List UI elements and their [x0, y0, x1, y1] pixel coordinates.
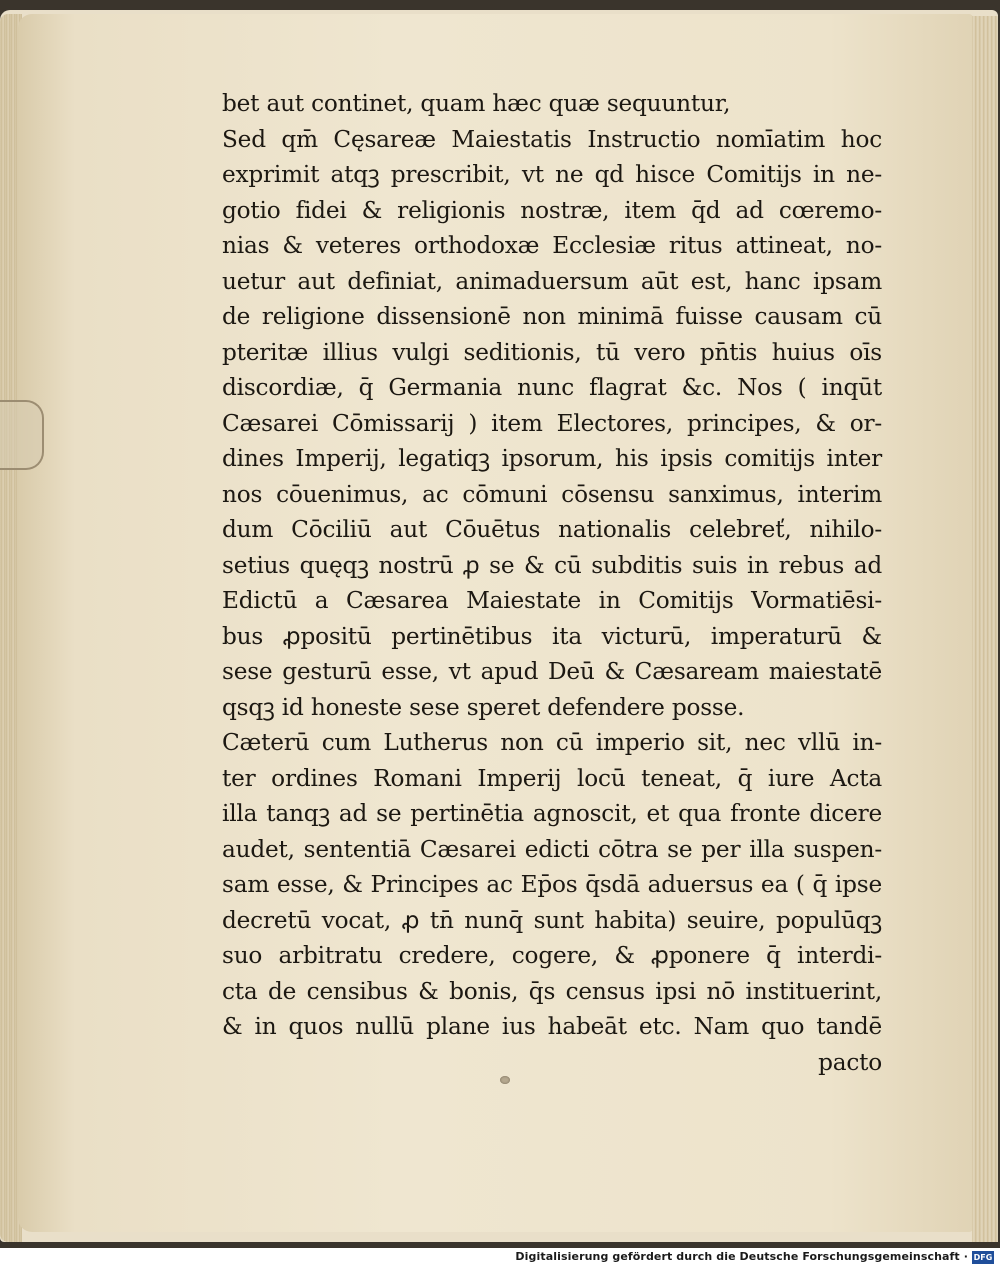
text-line: gotio fidei & religionis nostræ, item q̄d ad cœremo-: [222, 196, 882, 224]
text-line: Edictū a Cæsarea Maiestate in Comitijs Vormatiēsi-: [222, 587, 882, 614]
footer-bar: [0, 1248, 1000, 1268]
printed-text: [222, 86, 882, 1080]
page-clip: [0, 400, 44, 470]
text-line: nias & veteres orthodoxæ Ecclesiæ ritus attineat, no-: [222, 232, 882, 259]
text-line: setius quęqꝫ nostrū ꝓ se & cū subditis suis in rebus ad: [222, 551, 882, 579]
text-line: exprimit atqꝫ prescribit, vt ne qd hisce Comitijs in ne-: [222, 161, 882, 188]
text-line: decretū vocat, ꝓ tn̄ nunq̄ sunt habita) seuire, populūqꝫ: [222, 906, 882, 934]
text-line: cta de censibus & bonis, q̄s census ipsi nō instituerint,: [222, 977, 882, 1005]
text-line: dum Cōciliū aut Cōuētus nationalis celebreť, nihilo-: [222, 516, 882, 543]
funding-credit: Digitalisierung gefördert durch die Deutsche Forschungsgemeinschaft ·: [515, 1250, 968, 1263]
text-line: & in quos nullū plane ius habeāt etc. Nam quo tandē: [222, 1013, 882, 1040]
dfg-logo-icon: DFG: [973, 1253, 993, 1262]
text-line: discordiæ, q̄ Germania nunc flagrat &c. Nos ( inqūt: [222, 374, 882, 401]
text-line: suo arbitratu credere, cogere, & ꝓponere q̄ interdi-: [222, 942, 882, 969]
text-line: pteritæ illius vulgi seditionis, tū vero pn̄tis huius oīs: [222, 338, 882, 366]
right-page-edges: [972, 16, 998, 1242]
text-line: sese gesturū esse, vt apud Deū & Cæsaream maiestatē: [222, 658, 882, 685]
paper-blemish: [500, 1076, 510, 1084]
text-line: nos cōuenimus, ac cōmuni cōsensu sanximus, interim: [222, 480, 882, 508]
text-line: dines Imperij, legatiqꝫ ipsorum, his ipsis comitijs inter: [222, 445, 882, 472]
text-line: sam esse, & Principes ac Ep̄os q̄sdā aduersus ea ( q̄ ipse: [222, 871, 882, 898]
text-line: bus ꝓpositū pertinētibus ita victurū, imperaturū &: [222, 622, 882, 650]
text-line: de religione dissensionē non minimā fuisse causam cū: [222, 303, 882, 330]
text-line: Sed qm̄ Cęsareæ Maiestatis Instructio nomīatim hoc: [222, 125, 882, 153]
text-line: ter ordines Romani Imperij locū teneat, q̄ iure Acta: [222, 764, 882, 792]
text-line: illa tanqꝫ ad se pertinētia agnoscit, et qua fronte dicere: [222, 800, 882, 827]
text-line: qsqꝫ id honeste sese speret defendere posse.: [222, 693, 745, 721]
text-line: bet aut continet, quam hæc quæ sequuntur,: [222, 90, 731, 117]
text-line: audet, sententiā Cæsarei edicti cōtra se per illa suspen-: [222, 835, 882, 863]
catchword: pacto: [818, 1048, 882, 1076]
text-line: Cæsarei Cōmissarij ) item Electores, principes, & or-: [222, 409, 882, 437]
text-line: uetur aut definiat, animaduersum aūt est, hanc ipsam: [222, 267, 882, 295]
text-line: Cæterū cum Lutherus non cū imperio sit, nec vllū in-: [222, 729, 882, 756]
